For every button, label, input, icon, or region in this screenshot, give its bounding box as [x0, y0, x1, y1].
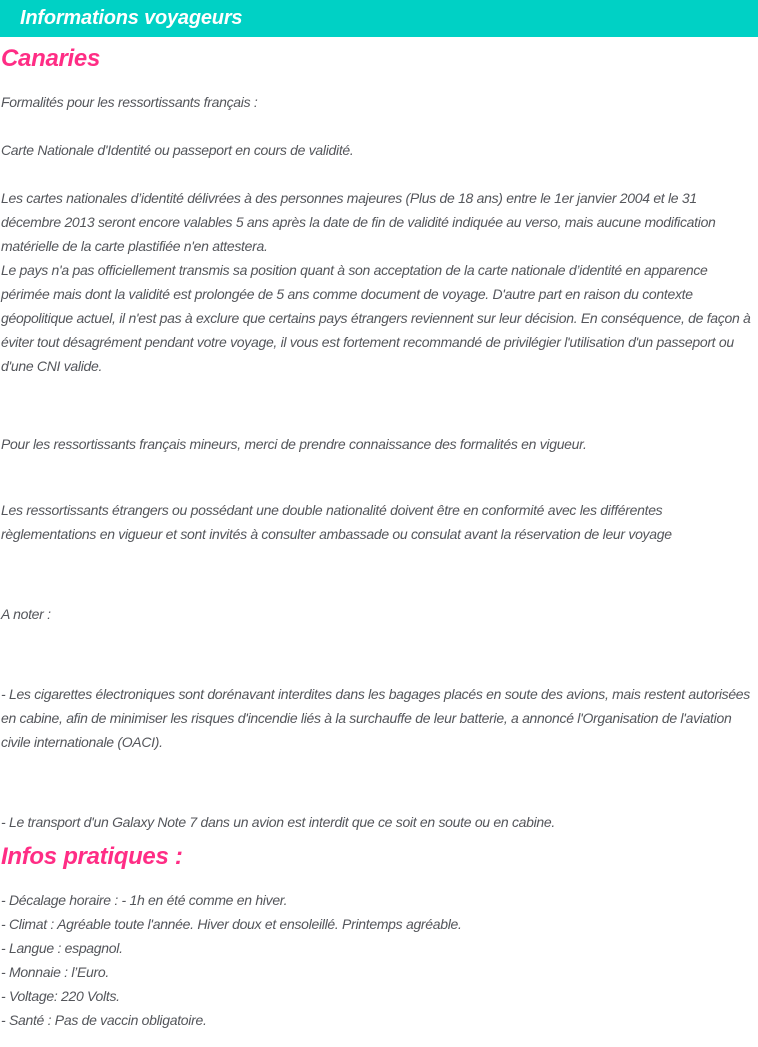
paragraph-position-pays: Le pays n'a pas officiellement transmis sa position quant à son acceptation de la carte nationale d’identité en apparence périmée mais dont la validité est prolongée de 5 ans comme document de voyage. D'autre part en raison du contexte géopolitique actuel, il n'est pas à exclure que certains pays étrangers reviennent sur leur décision. En conséquence, de façon à éviter tout désagrément pendant votre voyage, il vous est fortement recommandé de privilégier l'utilisation d'un passeport ou d'une CNI valide. [1, 262, 751, 374]
header-bar [0, 0, 758, 37]
list-item-sante: - Santé : Pas de vaccin obligatoire. [1, 1012, 207, 1028]
list-item-monnaie: - Monnaie : l’Euro. [1, 964, 109, 980]
section-title-infos-pratiques: Infos pratiques : [1, 843, 183, 870]
page-title: Informations voyageurs [20, 7, 243, 29]
practical-info-list [1, 888, 758, 1032]
paragraph-etrangers: Les ressortissants étrangers ou possédant une double nationalité doivent être en conformité avec les différentes règlementations en vigueur et sont invités à consulter ambassade ou consulat avant la réservation de leur voyage [1, 502, 672, 542]
travel-info-content [0, 44, 758, 1032]
paragraph-galaxy-note7: - Le transport d'un Galaxy Note 7 dans un avion est interdit que ce soit en soute ou en cabine. [1, 814, 555, 830]
list-item-voltage: - Voltage: 220 Volts. [1, 988, 120, 1004]
list-item-langue: - Langue : espagnol. [1, 940, 123, 956]
paragraph-validite-cartes: Les cartes nationales d’identité délivrées à des personnes majeures (Plus de 18 ans) entre le 1er janvier 2004 et le 31 décembre 2013 seront encore valables 5 ans après la date de fin de validité indiquée au verso, mais aucune modification matérielle de la carte plastifiée n'en attestera. [1, 190, 716, 254]
paragraph-mineurs: Pour les ressortissants français mineurs, merci de prendre connaissance des formalités en vigueur. [1, 436, 587, 452]
paragraph-formalites: Formalités pour les ressortissants français : [1, 94, 258, 110]
list-item-decalage-horaire: - Décalage horaire : - 1h en été comme en hiver. [1, 892, 288, 908]
paragraph-a-noter: A noter : [1, 606, 51, 622]
list-item-climat: - Climat : Agréable toute l'année. Hiver doux et ensoleillé. Printemps agréable. [1, 916, 462, 932]
section-title-canaries: Canaries [1, 45, 100, 72]
paragraph-carte-identite: Carte Nationale d'Identité ou passeport en cours de validité. [1, 142, 354, 158]
paragraph-cigarettes-electroniques: - Les cigarettes électroniques sont dorénavant interdites dans les bagages placés en soute des avions, mais restent autorisées en cabine, afin de minimiser les risques d'incendie liés à la surchauffe de leur batterie, a annoncé l'Organisation de l'aviation civile internationale (OACI). [1, 686, 750, 750]
